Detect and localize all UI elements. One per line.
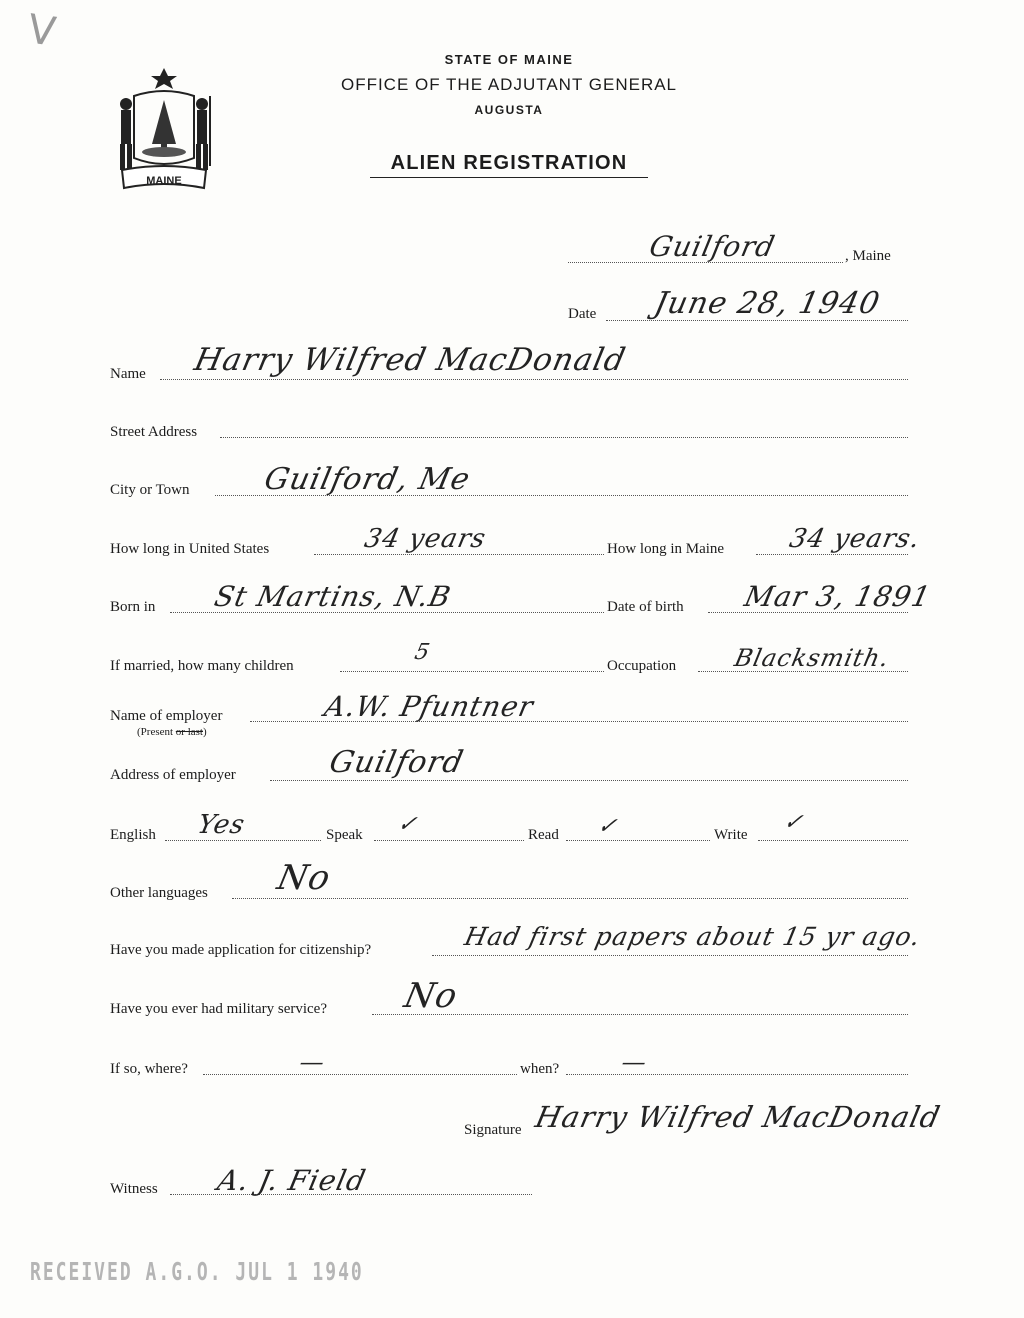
children-line bbox=[340, 671, 604, 672]
write-label: Write bbox=[714, 827, 748, 843]
employer-address-line bbox=[270, 780, 908, 781]
citizenship-label: Have you made application for citizenship? bbox=[110, 942, 372, 958]
employer-address-label: Address of employer bbox=[110, 767, 236, 783]
read-entry: ✓ bbox=[595, 814, 621, 839]
english-label: English bbox=[110, 827, 156, 843]
city-label: City or Town bbox=[110, 482, 190, 498]
employer-address-entry: Guilford bbox=[326, 745, 467, 780]
english-line bbox=[165, 840, 321, 841]
date-of-birth-entry: Mar 3, 1891 bbox=[741, 580, 935, 613]
name-line bbox=[160, 379, 908, 380]
children-entry: 5 bbox=[412, 640, 433, 665]
employer-note: (Present or last) bbox=[137, 726, 207, 738]
header-office: OFFICE OF THE ADJUTANT GENERAL bbox=[340, 75, 678, 94]
header-state: STATE OF MAINE bbox=[444, 52, 574, 67]
born-in-label: Born in bbox=[110, 599, 156, 615]
where-line bbox=[203, 1074, 517, 1075]
how-long-maine-entry: 34 years. bbox=[786, 524, 924, 554]
read-label: Read bbox=[528, 827, 559, 843]
name-entry: Harry Wilfred MacDonald bbox=[191, 342, 630, 378]
street-address-line bbox=[220, 437, 908, 438]
how-long-us-entry: 34 years bbox=[361, 524, 489, 554]
name-label: Name bbox=[110, 366, 146, 382]
citizenship-line bbox=[432, 955, 908, 956]
city-entry: Guilford, Me bbox=[261, 462, 474, 497]
if-so-where-label: If so, where? bbox=[110, 1061, 188, 1077]
english-entry: Yes bbox=[194, 810, 248, 840]
place-entry: Guilford bbox=[646, 230, 779, 263]
citizenship-entry: Had first papers about 15 yr ago. bbox=[461, 922, 924, 951]
employer-entry: A.W. Pfuntner bbox=[321, 690, 537, 723]
form-title: ALIEN REGISTRATION bbox=[390, 152, 628, 174]
occupation-label: Occupation bbox=[607, 658, 677, 674]
margin-check-mark: V bbox=[24, 6, 59, 56]
how-long-us-line bbox=[314, 554, 604, 555]
write-entry: ✓ bbox=[781, 810, 807, 835]
write-line bbox=[758, 840, 908, 841]
read-line bbox=[566, 840, 710, 841]
place-suffix: , Maine bbox=[845, 248, 891, 264]
how-long-us-label: How long in United States bbox=[110, 541, 270, 557]
military-entry: No bbox=[400, 976, 462, 1016]
other-languages-line bbox=[232, 898, 908, 899]
how-long-maine-line bbox=[756, 554, 908, 555]
other-languages-label: Other languages bbox=[110, 885, 208, 901]
seal-banner-text: MAINE bbox=[146, 175, 182, 187]
speak-entry: ✓ bbox=[395, 812, 421, 837]
title-underline bbox=[370, 177, 648, 178]
speak-label: Speak bbox=[326, 827, 363, 843]
signature-entry: Harry Wilfred MacDonald bbox=[532, 1100, 944, 1134]
date-of-birth-label: Date of birth bbox=[607, 599, 684, 615]
military-label: Have you ever had military service? bbox=[110, 1001, 327, 1017]
witness-entry: A. J. Field bbox=[214, 1164, 370, 1197]
occupation-entry: Blacksmith. bbox=[732, 644, 893, 672]
speak-line bbox=[374, 840, 524, 841]
when-line bbox=[566, 1074, 908, 1075]
other-languages-entry: No bbox=[273, 858, 335, 898]
children-label: If married, how many children bbox=[110, 658, 294, 674]
where-entry: — bbox=[297, 1048, 328, 1076]
when-label: when? bbox=[520, 1061, 560, 1077]
street-address-label: Street Address bbox=[110, 424, 198, 440]
date-entry: June 28, 1940 bbox=[651, 286, 884, 321]
header-city: AUGUSTA bbox=[474, 103, 544, 117]
received-stamp: RECEIVED A.G.O. JUL 1 1940 bbox=[30, 1257, 364, 1288]
witness-label: Witness bbox=[110, 1181, 158, 1197]
date-label: Date bbox=[568, 306, 597, 322]
born-in-entry: St Martins, N.B bbox=[211, 580, 455, 613]
employer-label: Name of employer bbox=[110, 708, 223, 724]
how-long-maine-label: How long in Maine bbox=[607, 541, 725, 557]
when-entry: — bbox=[619, 1048, 650, 1076]
signature-label: Signature bbox=[464, 1122, 522, 1138]
